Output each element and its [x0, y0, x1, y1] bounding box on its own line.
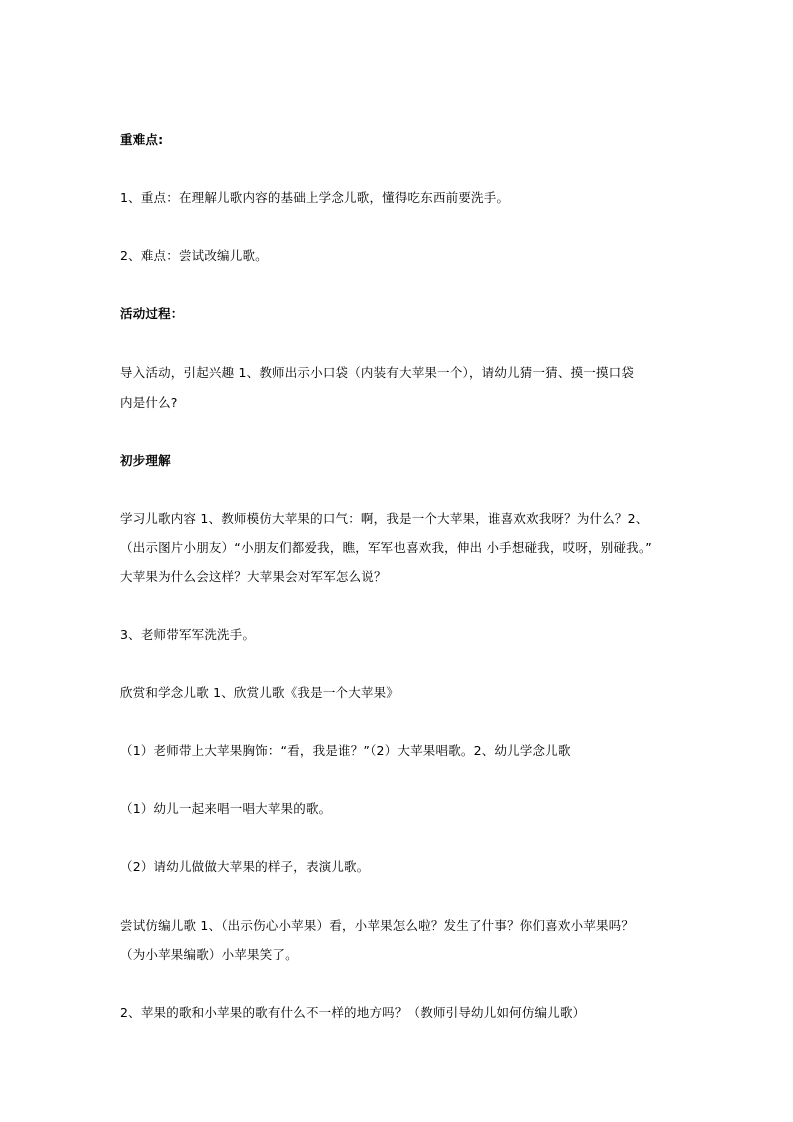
adapt-line-3: 2、苹果的歌和小苹果的歌有什么不一样的地方吗？（教师引导幼儿如何仿编儿歌）	[120, 1005, 586, 1020]
learn-line-3: 大苹果为什么会这样？大苹果会对军军怎么说？	[120, 569, 387, 584]
adapt-line-2: （为小苹果编歌）小苹果笑了。	[120, 947, 298, 962]
intro-line-2: 内是什么?	[120, 395, 178, 410]
sub-step-2: （1）幼儿一起来唱一唱大苹果的歌。	[120, 801, 332, 816]
sub-step-1: （1）老师带上大苹果胸饰：“看，我是谁？”（2）大苹果唱歌。2、幼儿学念儿歌	[120, 743, 571, 758]
heading-process: 活动过程：	[120, 306, 184, 321]
heading-understanding: 初步理解	[120, 453, 171, 468]
sub-step-3: （2）请幼儿做做大苹果的样子，表演儿歌。	[120, 859, 370, 874]
appreciate-line: 欣赏和学念儿歌 1、欣赏儿歌《我是一个大苹果》	[120, 685, 400, 700]
learn-line-1: 学习儿歌内容 1、教师模仿大苹果的口气：啊，我是一个大苹果，谁喜欢欢我呀？为什么？2、	[120, 511, 649, 526]
learn-line-2: （出示图片小朋友）“小朋友们都爱我，瞧，军军也喜欢我，伸出 小手想碰我，哎呀，别碰我。”	[120, 540, 652, 555]
key-point-1: 1、重点：在理解儿歌内容的基础上学念儿歌，懂得吃东西前要洗手。	[120, 190, 510, 205]
key-point-2: 2、难点：尝试改编儿歌。	[120, 248, 268, 263]
step-3: 3、老师带军军洗洗手。	[120, 627, 256, 642]
intro-line-1: 导入活动，引起兴趣 1、教师出示小口袋（内装有大苹果一个），请幼儿猜一猜、摸一摸口袋	[120, 365, 635, 380]
heading-key-points: 重难点:	[120, 132, 164, 147]
adapt-line-1: 尝试仿编儿歌 1、（出示伤心小苹果）看，小苹果怎么啦？发生了什事？你们喜欢小苹果吗？	[120, 918, 635, 933]
